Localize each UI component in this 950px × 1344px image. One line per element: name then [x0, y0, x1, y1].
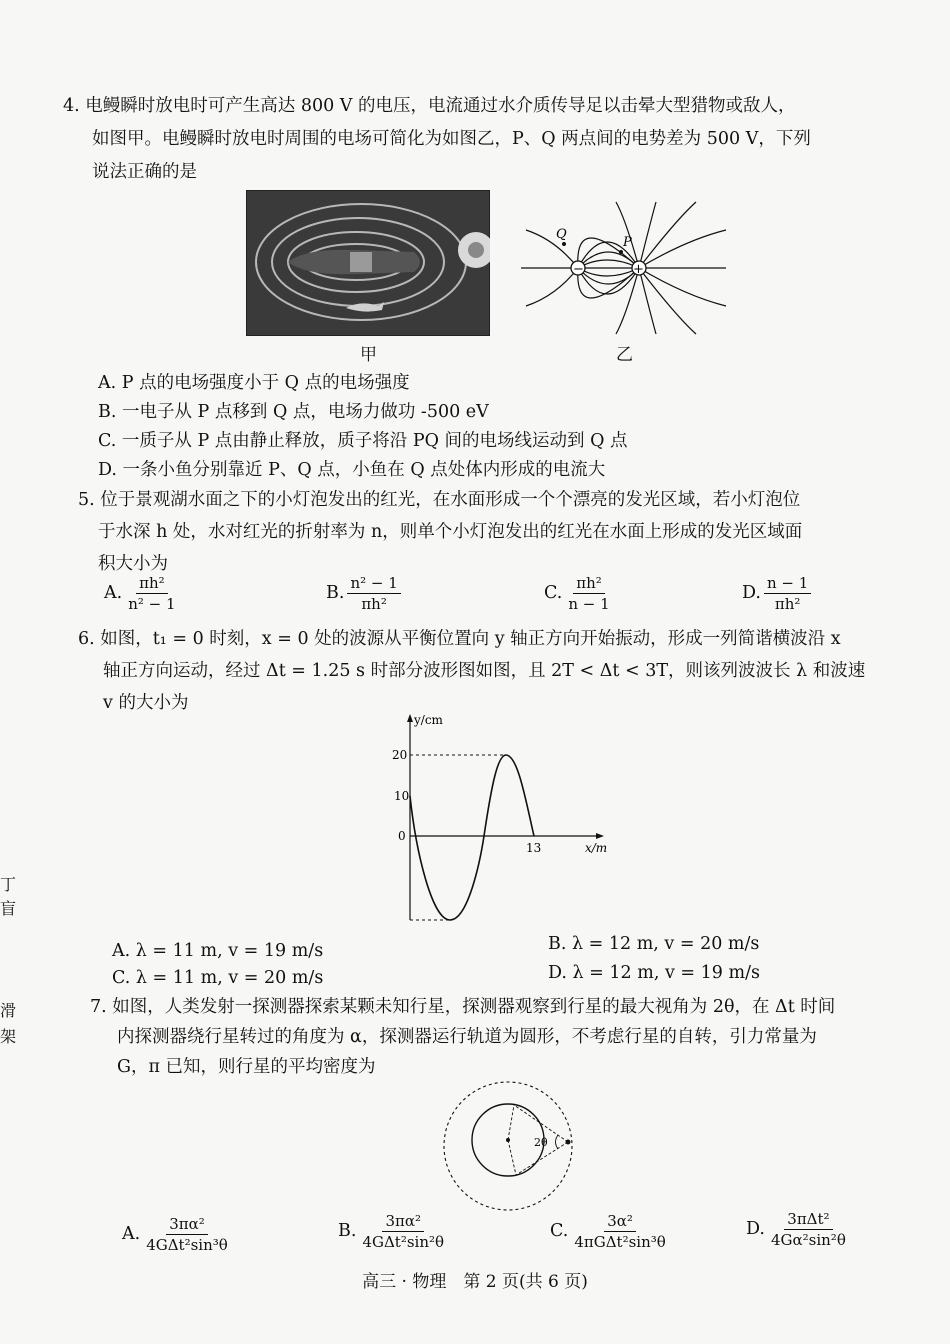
q7-option-d: D. $\frac{\text{3πΔt²}}{\text{4Gα²sin²θ}}$: [746, 1210, 846, 1249]
label-q: Q: [556, 227, 567, 242]
q4-line-2: 如图甲。电鳗瞬时放电时周围的电场可简化为如图乙，P、Q 两点间的电势差为 500 V，下列: [92, 129, 811, 149]
label-pos: +: [633, 262, 644, 277]
q7-option-a: A. $\frac{\text{3πα²}}{\text{4GΔt²sin³θ}}$: [122, 1215, 228, 1254]
q7-option-c: C. $\frac{\text{3α²}}{\text{4πGΔt²sin³θ}}$: [550, 1212, 666, 1251]
y-tick-20: 20: [392, 748, 408, 762]
margin-char-1: 丁: [0, 875, 17, 894]
label-p: P: [623, 235, 632, 250]
q5-option-a: A. $\frac{\text{πh²}}{\text{n² − 1}}$: [104, 574, 176, 613]
q7-option-b: B. $\frac{\text{3πα²}}{\text{4GΔt²sin²θ}}$: [338, 1212, 445, 1251]
q5-line-2: 于水深 h 处，水对红光的折射率为 n，则单个小灯泡发出的红光在水面上形成的发光区域面: [98, 522, 803, 542]
margin-char-4: 架: [0, 1027, 17, 1046]
q6-line-1: 6. 如图，t₁ = 0 时刻，x = 0 处的波源从平衡位置向 y 轴正方向开始振动，形成一列简谐横波沿 x: [78, 629, 841, 649]
q7-orbit-diagram: [438, 1078, 584, 1214]
figure-jia-photo: [246, 190, 490, 336]
q5-option-c: C. $\frac{\text{πh²}}{n - 1}$: [544, 574, 610, 613]
q6-option-b: B. λ = 12 m, v = 20 m/s: [548, 934, 760, 954]
q7-line-1: 7. 如图，人类发射一探测器探索某颗未知行星，探测器观察到行星的最大视角为 2θ，在 Δt 时间: [90, 997, 836, 1017]
q4-line-1: 4. 电鳗瞬时放电时可产生高达 800 V 的电压，电流通过水介质传导足以击晕大型猎物或敌人，: [63, 96, 796, 116]
y-tick-10: 10: [394, 789, 410, 803]
q4-option-a: A. P 点的电场强度小于 Q 点的电场强度: [98, 373, 410, 393]
q5-line-3: 积大小为: [98, 554, 168, 574]
q5-line-1: 5. 位于景观湖水面之下的小灯泡发出的红光，在水面形成一个个漂亮的发光区域，若小灯泡位: [78, 490, 801, 510]
q5-option-b: B. $\frac{\text{n² − 1}}{\text{πh²}}$: [326, 574, 401, 613]
q6-option-a: A. λ = 11 m, v = 19 m/s: [112, 941, 324, 961]
q6-option-d: D. λ = 12 m, v = 19 m/s: [548, 963, 760, 983]
q7-line-3: G，π 已知，则行星的平均密度为: [117, 1057, 376, 1077]
q4-option-b: B. 一电子从 P 点移到 Q 点，电场力做功 -500 eV: [98, 402, 489, 422]
q4-option-d: D. 一条小鱼分别靠近 P、Q 点，小鱼在 Q 点处体内形成的电流大: [98, 460, 606, 480]
angle-label: 2θ: [534, 1136, 548, 1149]
y-tick-0: 0: [398, 829, 406, 843]
q5-option-d: D. $\frac{n - 1}{\text{πh²}}$: [742, 574, 811, 613]
margin-char-2: 盲: [0, 899, 17, 918]
q6-option-c: C. λ = 11 m, v = 20 m/s: [112, 968, 324, 988]
q6-line-2: 轴正方向运动，经过 Δt = 1.25 s 时部分波形图如图，且 2T < Δt < 3T，则该列波波长 λ 和波速: [103, 661, 866, 681]
page-footer: 高三 · 物理 第 2 页(共 6 页): [362, 1272, 588, 1292]
x-tick-13: 13: [526, 841, 542, 855]
q7-line-2: 内探测器绕行星转过的角度为 α，探测器运行轨道为圆形，不考虑行星的自转，引力常量为: [117, 1027, 817, 1047]
q6-wave-graph: [380, 712, 620, 926]
x-axis-label: x/m: [585, 841, 608, 855]
q4-option-c: C. 一质子从 P 点由静止释放，质子将沿 PQ 间的电场线运动到 Q 点: [98, 431, 628, 451]
figure-yi-caption: 乙: [616, 345, 633, 365]
label-neg: −: [573, 262, 584, 277]
figure-jia-caption: 甲: [360, 345, 377, 365]
margin-char-3: 滑: [0, 1001, 17, 1020]
y-axis-label: y/cm: [414, 713, 443, 727]
q6-line-3: v 的大小为: [103, 693, 189, 713]
figure-yi-field-lines: [516, 200, 746, 336]
q4-line-3: 说法正确的是: [92, 162, 197, 182]
